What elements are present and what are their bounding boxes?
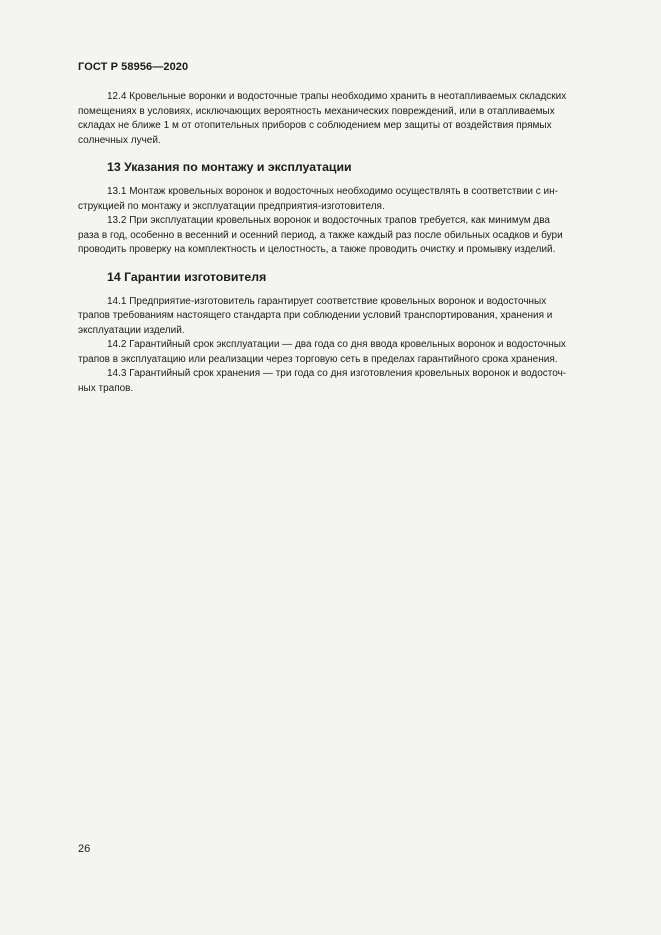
paragraph-14-3: 14.3 Гарантийный срок хранения — три года со дня изготовления кровельных воронок и водосточ- ных трапов. <box>78 368 567 394</box>
section-heading-14: 14 Гарантии изготовителя <box>107 269 267 284</box>
paragraph-12-4: 12.4 Кровельные воронки и водосточные трапы необходимо хранить в неотапливаемых складских помещениях в условиях, исключающих вероятность механических повреждений, или в отапливаемых складах не ближе 1 м от отопительных приборов с соблюдением мер защиты от воздействия прямых солнечных лучей. <box>78 91 567 146</box>
document-body <box>78 90 615 396</box>
paragraph-14-1: 14.1 Предприятие-изготовитель гарантирует соответствие кровельных воронок и водосточных трапов требованиям настоящего стандарта при соблюдении условий транспортирования, хранения и эксплуатации изделий. <box>78 295 553 336</box>
page-number: 26 <box>78 843 91 855</box>
paragraph-13-1: 13.1 Монтаж кровельных воронок и водосточных необходимо осуществлять в соответствии с ин- струкцией по монтажу и эксплуатации предприятия-изготовителя. <box>78 186 558 212</box>
section-heading-13: 13 Указания по монтажу и эксплуатации <box>107 160 352 174</box>
paragraph-13-2: 13.2 При эксплуатации кровельных воронок и водосточных трапов требуется, как минимум два раза в год, особенно в весенний и осенний период, а также каждый раз после обильных осадков и бури проводить проверку на комплектность и целостность, а также проводить очистку и промывку изделий. <box>78 215 563 255</box>
document-code-header: ГОСТ Р 58956—2020 <box>78 61 189 73</box>
paragraph-14-2: 14.2 Гарантийный срок эксплуатации — два года со дня ввода кровельных воронок и водосточных трапов в эксплуатацию или реализации через торговую сеть в пределах гарантийного срока хранения. <box>78 339 566 365</box>
